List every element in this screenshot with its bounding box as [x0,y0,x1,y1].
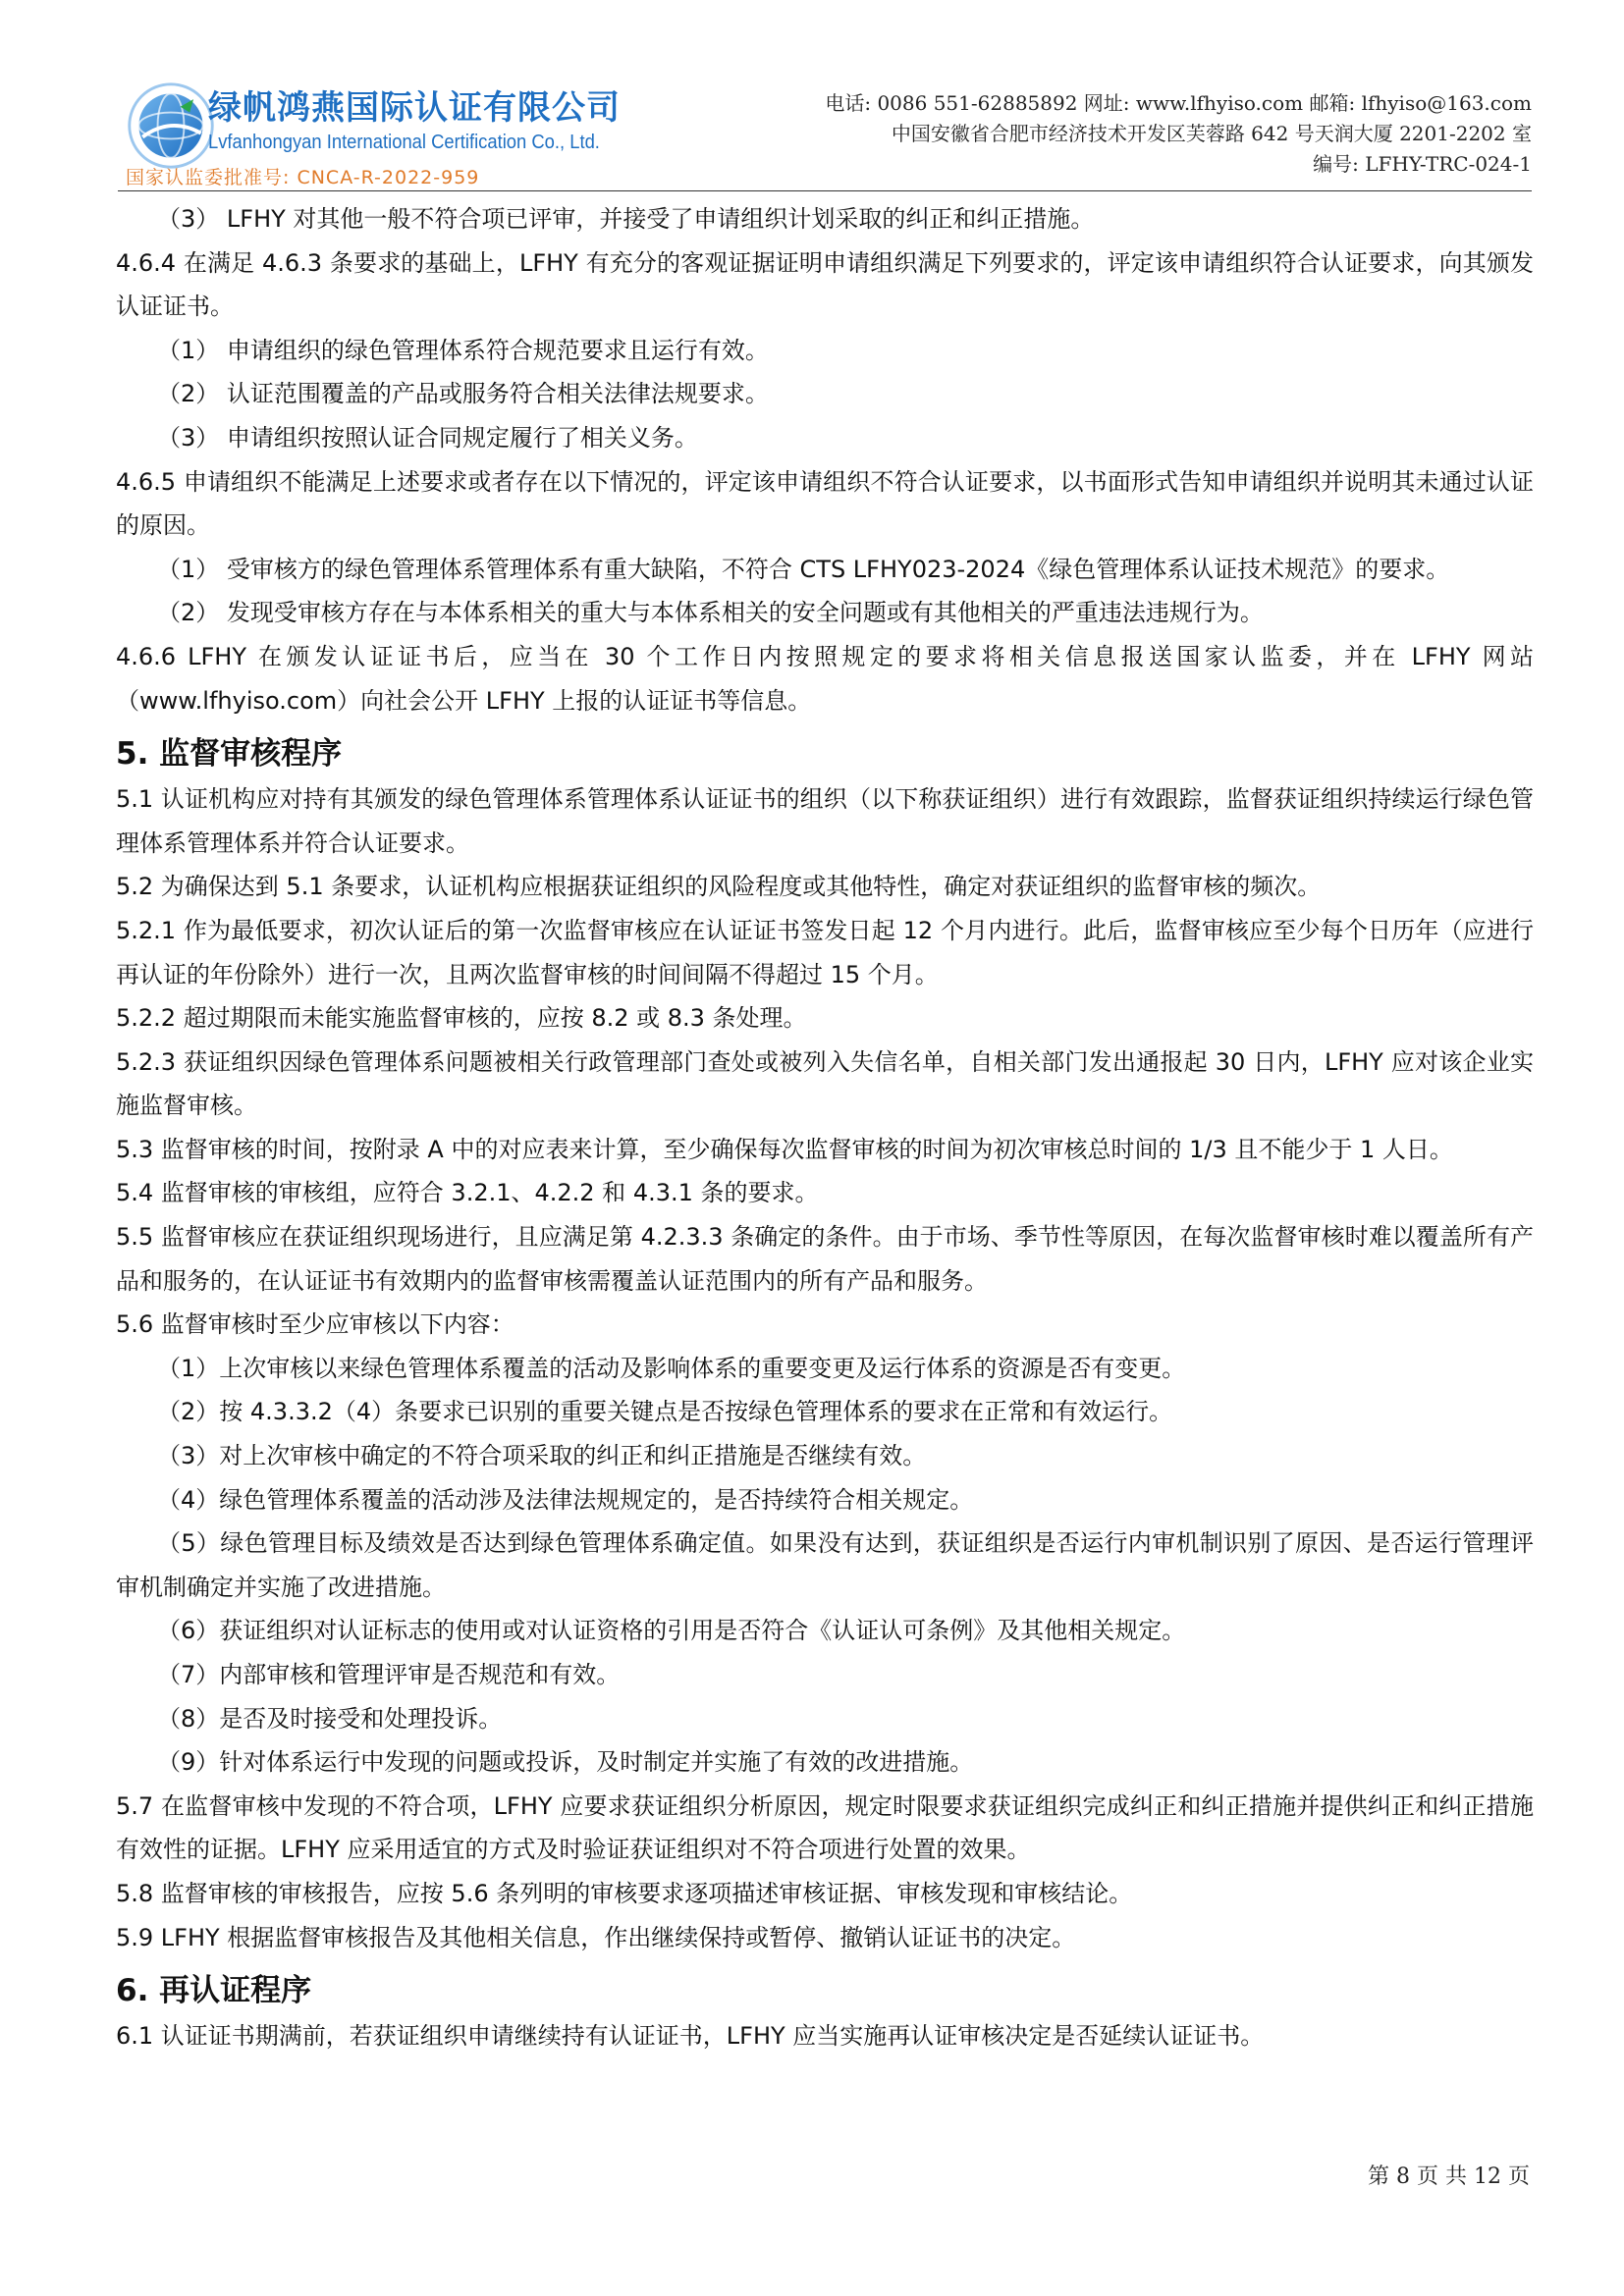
list-item: （4）绿色管理体系覆盖的活动涉及法律法规规定的，是否持续符合相关规定。 [157,1485,974,1514]
section-heading: 6. 再认证程序 [116,1973,312,2009]
doc-number: 编号: LFHY-TRC-024-1 [1313,152,1532,176]
clause-paragraph: 5.4 监督审核的审核组，应符合 3.2.1、4.2.2 和 4.3.1 条的要求。 [116,1179,819,1207]
list-item: （2） 发现受审核方存在与本体系相关的重大与本体系相关的安全问题或有其他相关的严重违法违规行为。 [157,599,1264,627]
list-item: （6）获证组织对认证标志的使用或对认证资格的引用是否符合《认证认可条例》及其他相关规定。 [157,1617,1186,1645]
clause-paragraph: 4.6.6 LFHY 在颁发认证证书后，应当在 30 个工作日内按照规定的要求将相关信息报送国家认监委，并在 LFHY 网站（www.lfhyiso.com）向社会公开 LFHY 上报的认证证书等信息。 [116,642,1534,715]
contact-line: 电话: 0086 551-62885892 网址: www.lfhyiso.com 邮箱: lfhyiso@163.com [825,91,1532,115]
clause-paragraph: 4.6.4 在满足 4.6.3 条要求的基础上，LFHY 有充分的客观证据证明申请组织满足下列要求的，评定该申请组织符合认证要求，向其颁发认证证书。 [116,248,1534,321]
clause-paragraph: 5.3 监督审核的时间，按附录 A 中的对应表来计算，至少确保每次监督审核的时间为初次审核总时间的 1/3 且不能少于 1 人日。 [116,1135,1453,1163]
list-item: （5）绿色管理目标及绩效是否达到绿色管理体系确定值。如果没有达到，获证组织是否运行内审机制识别了原因、是否运行管理评审机制确定并实施了改进措施。 [116,1529,1534,1601]
list-item: （2）按 4.3.3.2（4）条要求已识别的重要关键点是否按绿色管理体系的要求在正常和有效运行。 [157,1398,1173,1426]
contact-block [825,88,1532,180]
clause-paragraph: 5.9 LFHY 根据监督审核报告及其他相关信息，作出继续保持或暂停、撤销认证证书的决定。 [116,1923,1076,1951]
list-item: （1） 申请组织的绿色管理体系符合规范要求且运行有效。 [157,336,769,364]
clause-paragraph: 5.2 为确保达到 5.1 条要求，认证机构应根据获证组织的风险程度或其他特性，确定对获证组织的监督审核的频次。 [116,873,1322,901]
list-item: （1） 受审核方的绿色管理体系管理体系有重大缺陷，不符合 CTS LFHY023-2024《绿色管理体系认证技术规范》的要求。 [157,555,1450,583]
clause-paragraph: 5.2.3 获证组织因绿色管理体系问题被相关行政管理部门查处或被列入失信名单，自相关部门发出通报起 30 日内，LFHY 应对该企业实施监督审核。 [116,1047,1534,1120]
list-item: （2） 认证范围覆盖的产品或服务符合相关法律法规要求。 [157,380,769,408]
section-heading: 5. 监督审核程序 [116,736,343,773]
clause-paragraph: 4.6.5 申请组织不能满足上述要求或者存在以下情况的，评定该申请组织不符合认证要求，以书面形式告知申请组织并说明其未通过认证的原因。 [116,467,1534,540]
clause-paragraph: 5.1 认证机构应对持有其颁发的绿色管理体系管理体系认证证书的组织（以下称获证组织）进行有效跟踪，监督获证组织持续运行绿色管理体系管理体系并符合认证要求。 [116,785,1534,857]
clause-paragraph: 5.7 在监督审核中发现的不符合项，LFHY 应要求获证组织分析原因，规定时限要求获证组织完成纠正和纠正措施并提供纠正和纠正措施有效性的证据。LFHY 应采用适宜的方式及时验证获证组织对不符合项进行处置的效果。 [116,1791,1534,1864]
address-line: 中国安徽省合肥市经济技术开发区芙蓉路 642 号天润大厦 2201-2202 室 [891,122,1532,145]
clause-paragraph: 6.1 认证证书期满前，若获证组织申请继续持有认证证书，LFHY 应当实施再认证审核决定是否延续认证证书。 [116,2022,1265,2051]
company-name-en: Lvfanhongyan International Certification Co., Ltd. [208,132,600,153]
clause-paragraph: 5.2.2 超过期限而未能实施监督审核的，应按 8.2 或 8.3 条处理。 [116,1004,807,1033]
page-header [118,75,1532,188]
list-item: （3） LFHY 对其他一般不符合项已评审，并接受了申请组织计划采取的纠正和纠正措施。 [157,205,1095,233]
list-item: （3） 申请组织按照认证合同规定履行了相关义务。 [157,423,698,452]
list-item: （1）上次审核以来绿色管理体系覆盖的活动及影响体系的重要变更及运行体系的资源是否有变更。 [157,1354,1186,1382]
list-item: （3）对上次审核中确定的不符合项采取的纠正和纠正措施是否继续有效。 [157,1442,927,1470]
approval-number: 国家认监委批准号: CNCA-R-2022-959 [126,167,480,188]
list-item: （9）针对体系运行中发现的问题或投诉，及时制定并实施了有效的改进措施。 [157,1748,974,1777]
document-body [116,197,1534,2058]
company-name-cn: 绿帆鸿燕国际认证有限公司 [208,88,621,128]
clause-paragraph: 5.5 监督审核应在获证组织现场进行，且应满足第 4.2.3.3 条确定的条件。由于市场、季节性等原因，在每次监督审核时难以覆盖所有产品和服务的，在认证证书有效期内的监督审核需覆盖认证范围内的所有产品和服务。 [116,1223,1534,1295]
list-item: （7）内部审核和管理评审是否规范和有效。 [157,1661,621,1688]
clause-paragraph: 5.8 监督审核的审核报告，应按 5.6 条列明的审核要求逐项描述审核证据、审核发现和审核结论。 [116,1879,1133,1907]
clause-paragraph: 5.2.1 作为最低要求，初次认证后的第一次监督审核应在认证证书签发日起 12 个月内进行。此后，监督审核应至少每个日历年（应进行再认证的年份除外）进行一次，且两次监督审核的时间间隔不得超过 15 个月。 [116,916,1534,988]
header-divider [118,190,1532,191]
clause-paragraph: 5.6 监督审核时至少应审核以下内容： [116,1310,514,1339]
page-number: 第 8 页 共 12 页 [1368,2164,1530,2189]
list-item: （8）是否及时接受和处理投诉。 [157,1704,503,1733]
globe-logo-icon [124,79,218,173]
